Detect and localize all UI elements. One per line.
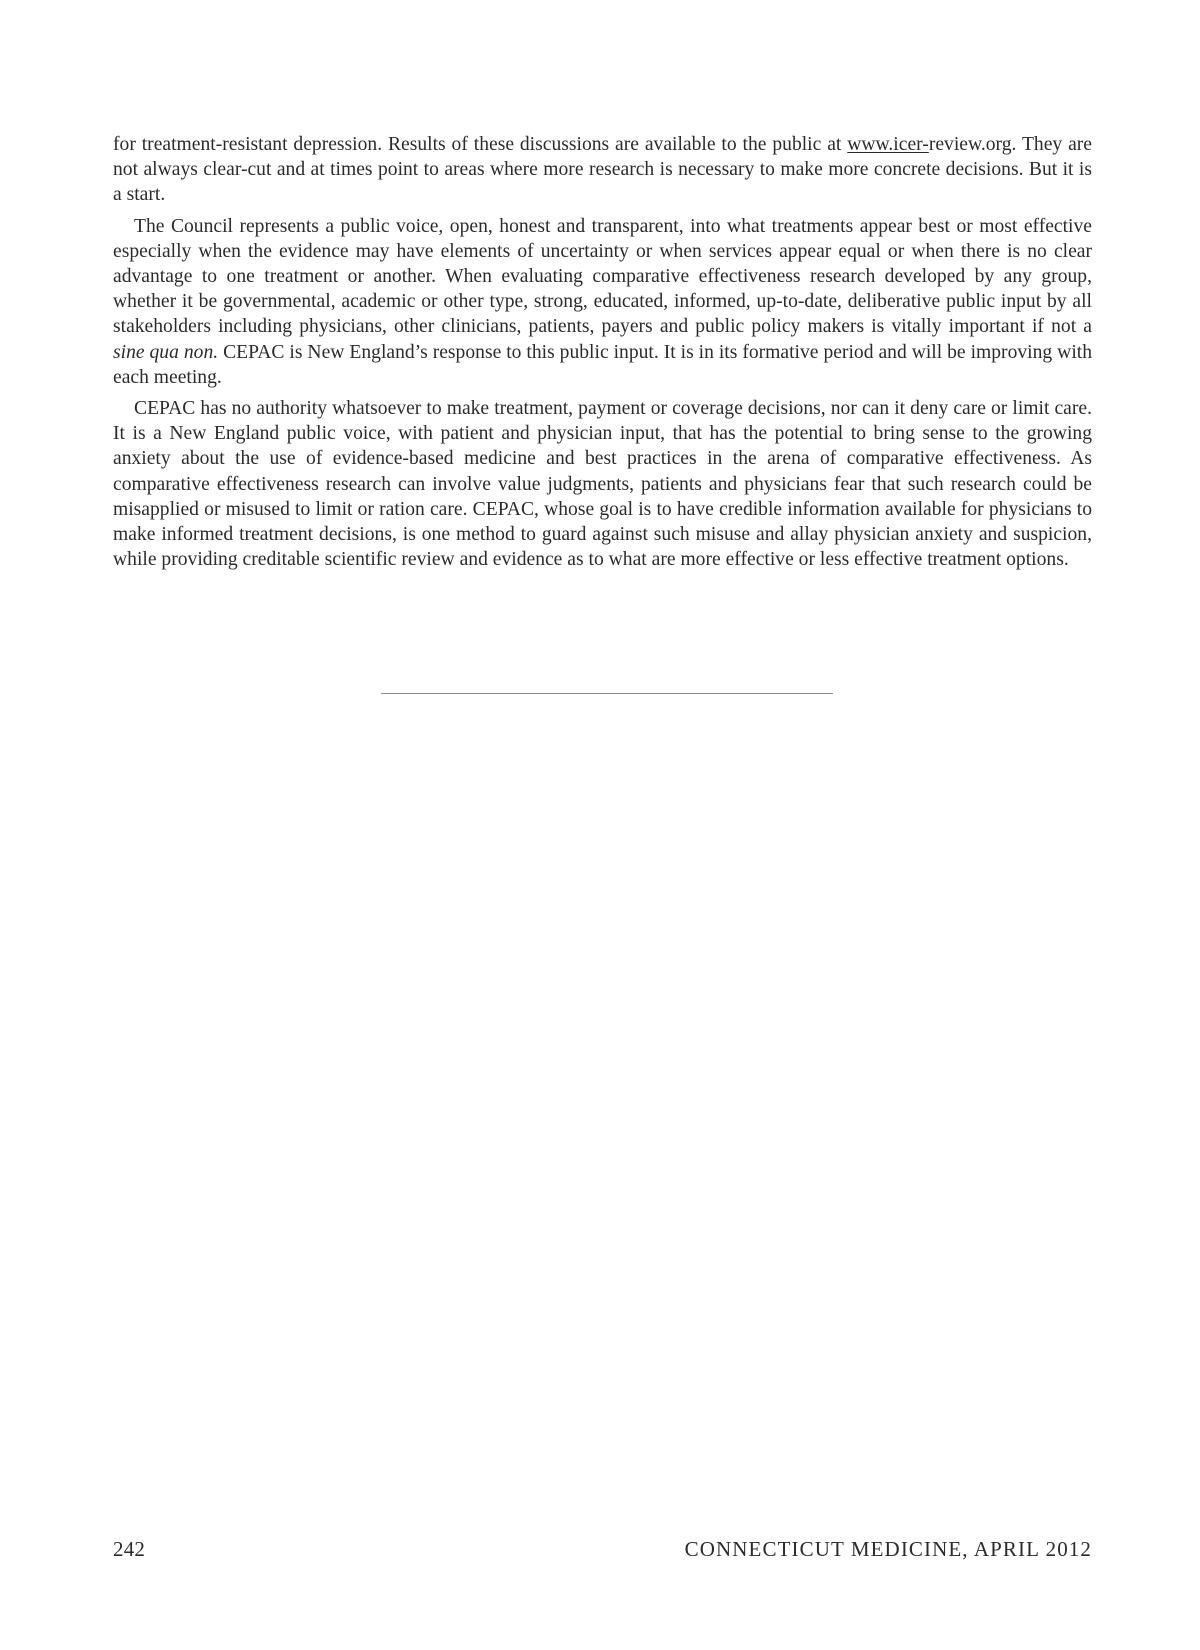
paragraph-2 <box>113 214 1092 390</box>
paragraph-1-text-start: for treatment-resistant depression. Results of these discussions are available to the public at <box>113 134 848 155</box>
journal-footer: CONNECTICUT MEDICINE, APRIL 2012 <box>684 1537 1092 1561</box>
icer-review-link-rest: review.org. <box>928 134 1017 155</box>
paragraph-1 <box>113 132 1092 208</box>
sine-qua-non-italic: sine qua non. <box>113 341 219 363</box>
paragraph-2-text-end: CEPAC is New England’s response to this public input. It is in its formative period and will be improving with each meeting. <box>113 341 1092 388</box>
paragraph-1-text-end: They are not always clear-cut and at times point to areas where more research is necessary to make more concrete decisions. But it is a start. <box>113 134 1092 206</box>
page-number: 242 <box>113 1537 146 1561</box>
icer-review-link[interactable]: www.icer- <box>847 134 929 155</box>
section-divider <box>381 693 833 694</box>
paragraph-2-text-start: The Council represents a public voice, open, honest and transparent, into what treatments appear best or most effective especially when the evidence may have elements of uncertainty or when services appear equal or when there is no clear advantage to one treatment or another. When evaluating comparative effectiveness research developed by any group, whether it be governmental, academic or other type, strong, educated, informed, up-to-date, deliberative public input by all stakeholders including physicians, other clinicians, patients, payers and public policy makers is vitally important if not a <box>113 215 1092 338</box>
paragraph-3: CEPAC has no authority whatsoever to make treatment, payment or coverage decisions, nor can it deny care or limit care. It is a New England public voice, with patient and physician input, that has the potential to bring sense to the growing anxiety about the use of evidence-based medicine and best practices in the arena of comparative effectiveness. As comparative effectiveness research can involve value judgments, patients and physicians fear that such research could be misapplied or misused to limit or ration care. CEPAC, whose goal is to have credible information available for physicians to make informed treatment decisions, is one method to guard against such misuse and allay physician anxiety and suspicion, while providing creditable scientific review and evidence as to what are more effective or less effective treatment options. <box>113 398 1092 571</box>
article-body <box>113 132 1092 578</box>
